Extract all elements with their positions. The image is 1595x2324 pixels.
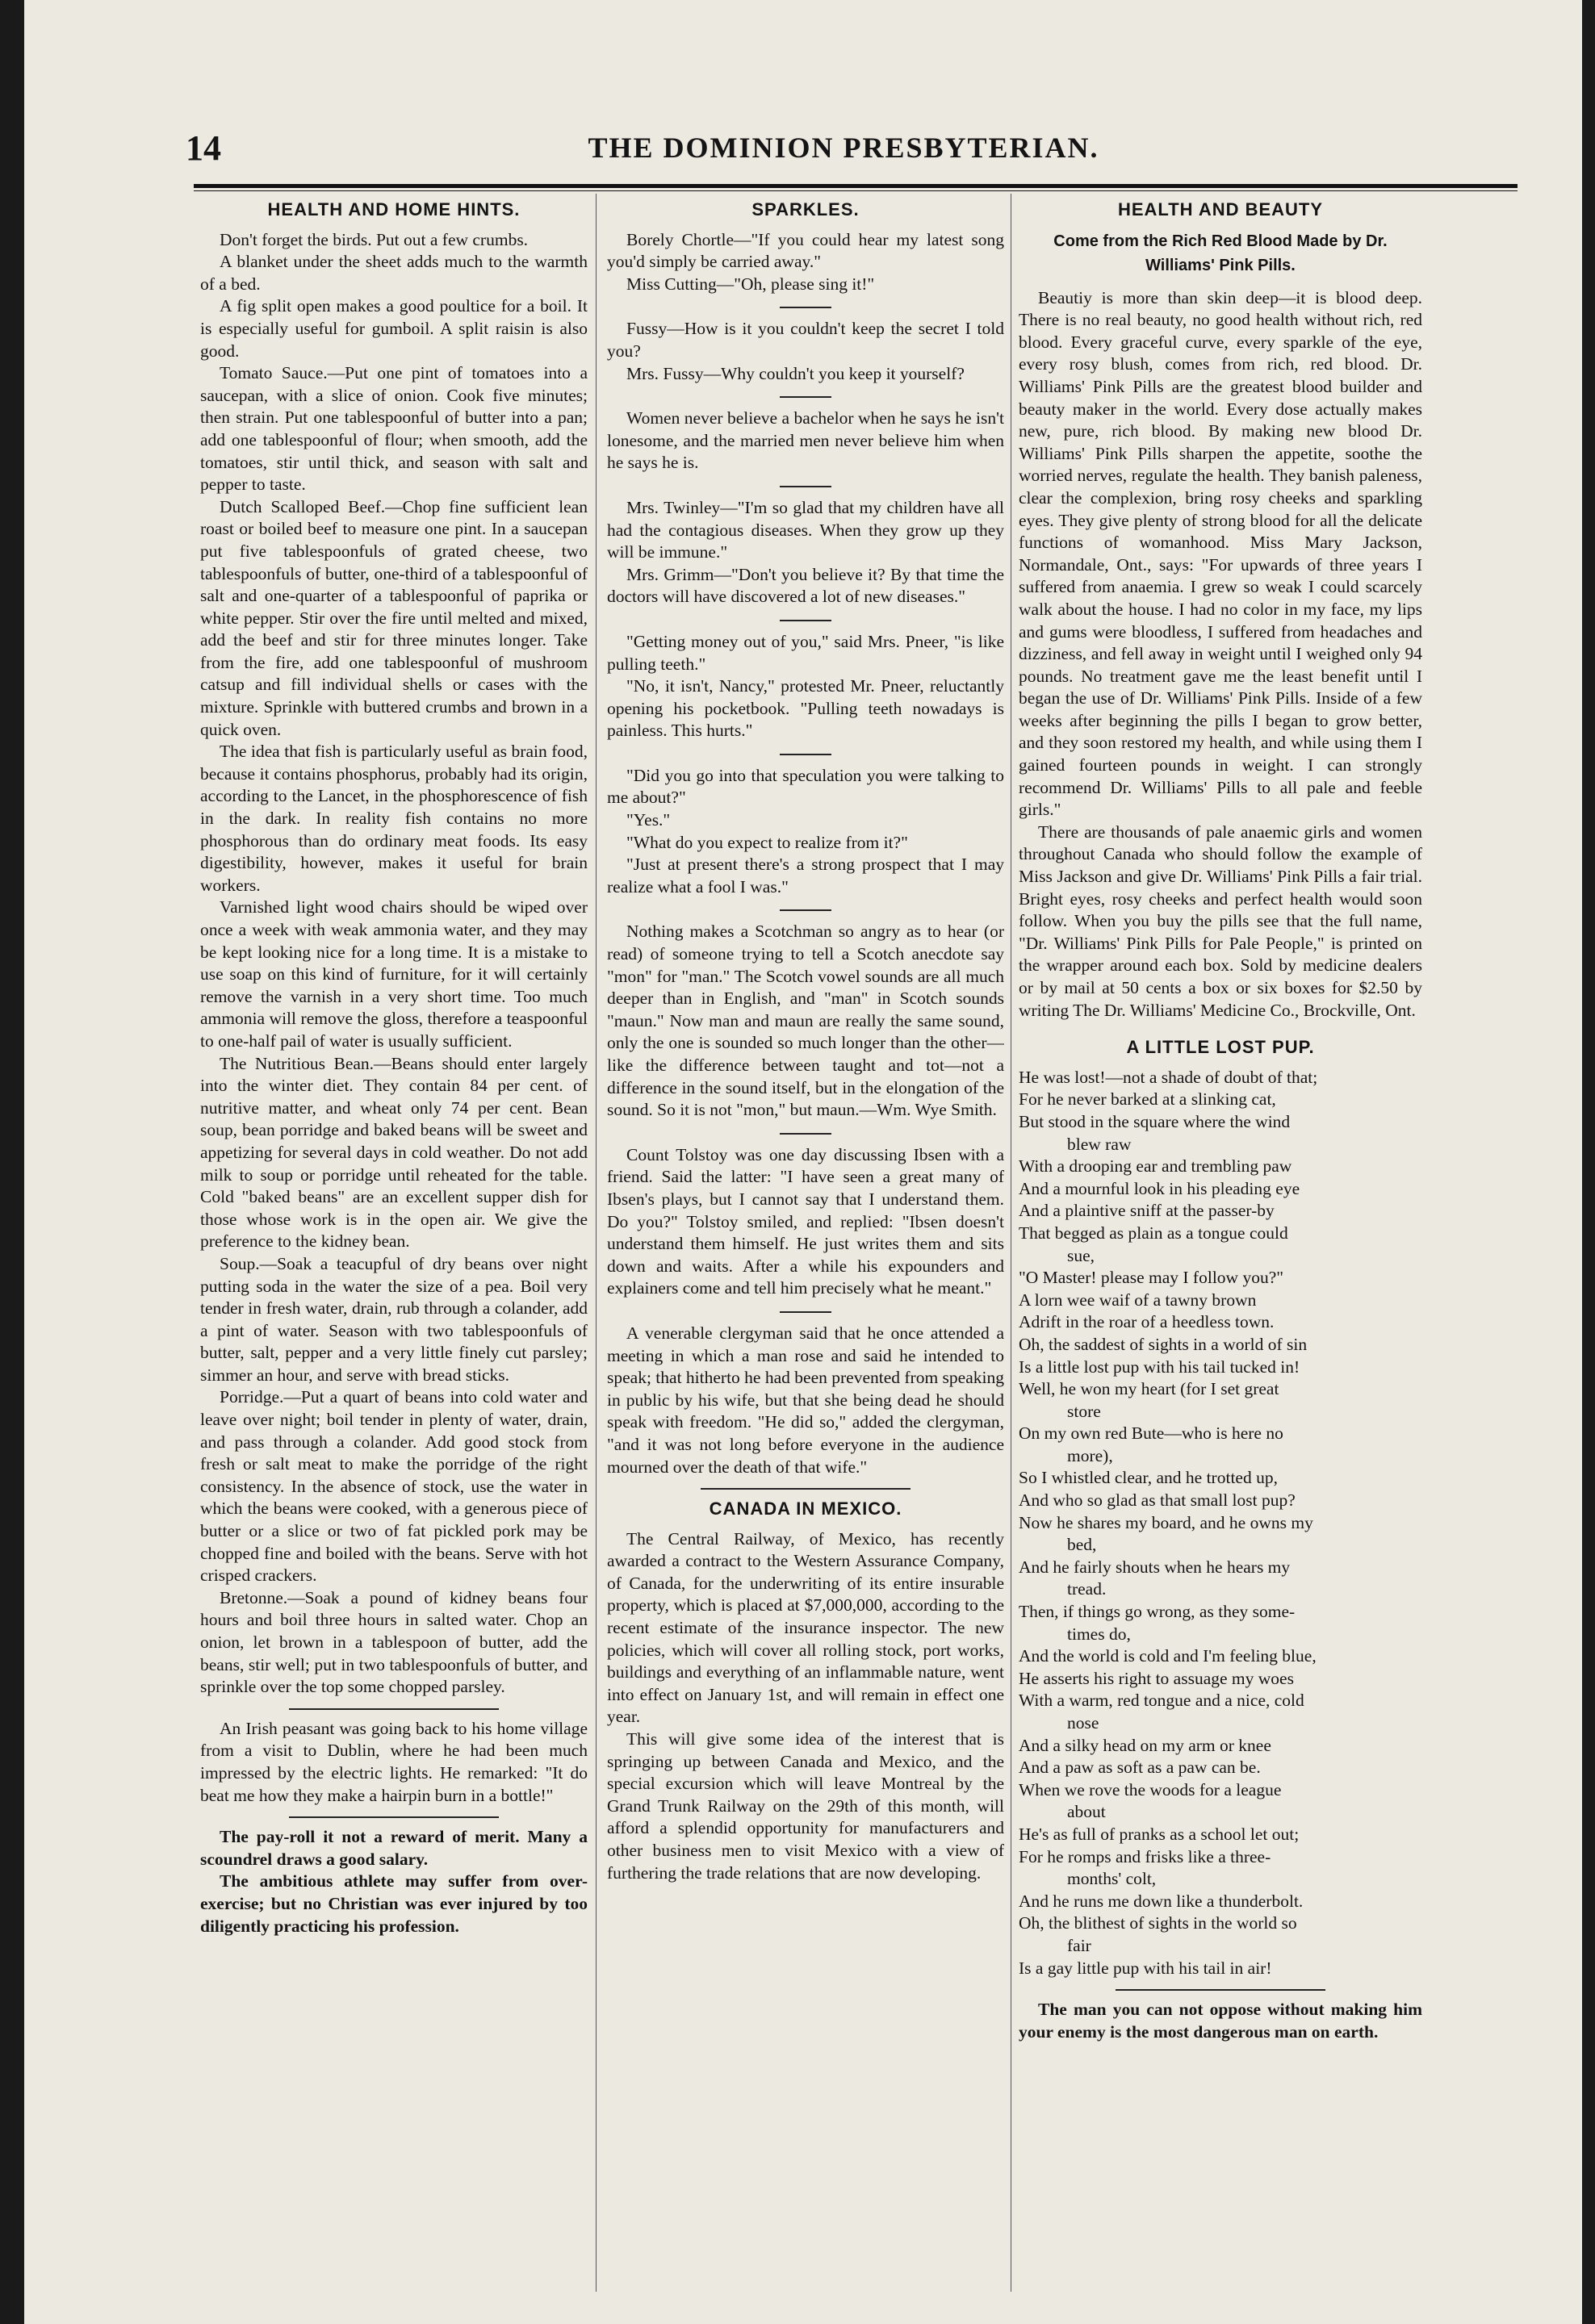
poem-line: When we rove the woods for a league (1019, 1779, 1282, 1799)
sparkle-line: A venerable clergyman said that he once attended a meeting in which a man rose and said he intended to speak; that hitherto he had been prevented from speaking in public by his wife, but that she being dead he should speak with freedom. "He did so," added the clergyman, "and it was not long before everyone in the audience mourned over the death of that wife." (607, 1323, 1004, 1477)
page-number: 14 (186, 128, 221, 168)
hint-paragraph: Bretonne.—Soak a pound of kidney beans four hours and boil three hours in salted water. Chop an onion, let brown in a tablespoon of butter, add the beans, stir well; put in two tablespoonfuls of butter, and sprinkle over the top some chopped parsley. (200, 1587, 588, 1697)
hint-paragraph: Porridge.—Put a quart of beans into cold water and leave over night; boil tender in plenty of water, drain, and pass through a colander. Add good stock from fresh or salt meat to make the porridge of the right consistency. In the absence of stock, use the water in which the beans were cooked, with a generous piece of butter or a slice or two of fat pickled pork may be chopped fine and boiled with the beans. Serve with hot crisped crackers. (200, 1387, 588, 1586)
irish-peasant-anecdote: An Irish peasant was going back to his home village from a visit to Dublin, where he had been much impressed by the electric lights. He remarked: "It do beat me how they make a hairpin burn in a bottle!" (200, 1718, 588, 1805)
column-sparkles (607, 194, 1004, 2300)
poem-body (1019, 1067, 1422, 1979)
poem-line: fair (1067, 1935, 1091, 1955)
poem-line: Adrift in the roar of a heedless town. (1019, 1312, 1275, 1332)
separator-rule (701, 1488, 911, 1490)
pink-pills-paragraph: Beautiy is more than skin deep—it is blood deep. There is no real beauty, no good health without rich, red blood. Every graceful curve, every sparkle of the eye, every rosy blush, comes from rich, red blood. Dr. Williams' Pink Pills are the greatest blood builder and beauty maker in the world. Every dose actually makes new, pure, rich blood. By making new blood Dr. Williams' Pink Pills sharpen the appetite, soothe the worried nerves, regulate the health. They banish paleness, clear the complexion, bring rosy cheeks and sparkling eyes. They give plenty of strong blood for all the delicate functions of womanhood. Miss Mary Jackson, Normandale, Ont., says: "For upwards of three years I suffered from anaemia. I grew so weak I could scarcely walk about the house. I had no color in my face, my lips and gums were bloodless, I suffered from headaches and dizziness, and fell away in weight until I weighed only 94 pounds. No treatment gave me the least benefit until I began the use of Dr. Williams' Pink Pills. Inside of a few weeks after beginning the pills I began to grow better, and they soon restored my health, and while using them I gained fourteen pounds in weight. I can strongly recommend Dr. Williams' Pills to all pale and feeble girls." (1019, 287, 1422, 820)
poem-line: For he never barked at a slinking cat, (1019, 1089, 1276, 1110)
separator-rule (780, 620, 831, 621)
sparkle-line: Count Tolstoy was one day discussing Ibsen with a friend. Said the latter: "I have seen a great many of Ibsen's plays, but I cannot say that I understand them. Do you?" Tolstoy smiled, and replied: "Ibsen doesn't understand them himself. He just writes them and sits down and waits. After a while his expounders and explainers come and tell him precisely what he meant." (607, 1144, 1004, 1298)
poem-line: He's as full of pranks as a school let out; (1019, 1824, 1300, 1844)
poem-line: He asserts his right to assuage my woes (1019, 1668, 1294, 1688)
masthead (186, 127, 1501, 168)
poem-line: So I whistled clear, and he trotted up, (1019, 1468, 1278, 1488)
hint-paragraph: Tomato Sauce.—Put one pint of tomatoes into a saucepan, with a slice of onion. Cook five minutes; then strain. Put one tablespoonful of butter into a pan; add one tablespoonful of flour; when smooth, add the tomatoes, stir until thick, and season with salt and pepper to taste. (200, 363, 588, 495)
poem-line: store (1067, 1401, 1101, 1421)
separator-rule (1116, 1989, 1325, 1991)
header-rule-thin (194, 190, 1518, 191)
poem-line: tread. (1067, 1579, 1107, 1599)
hint-paragraph: The Nutritious Bean.—Beans should enter largely into the winter diet. They contain 84 per cent. of nutritive matter, and wheat only 74 per cent. Bean soup, bean porridge and baked beans will be sweet and appetizing for several days in cold weather. Do not add milk to soup or porridge until reheated for the table. Cold "baked beans" are an excellent supper dish for those whose work is in the open air. We give the preference to the kidney bean. (200, 1053, 588, 1252)
maxim-payroll: The pay-roll it not a reward of merit. Many a scoundrel draws a good salary. (200, 1827, 588, 1869)
sparkle-line: Mrs. Fussy—Why couldn't you keep it yourself? (626, 363, 965, 383)
poem-line: With a drooping ear and trembling paw (1019, 1156, 1292, 1177)
poem-line: sue, (1067, 1245, 1095, 1265)
column-health-beauty (1019, 194, 1422, 2300)
sparkle-line: "Did you go into that speculation you were talking to me about?" (607, 765, 1004, 808)
hint-paragraph: A fig split open makes a good poultice for a boil. It is especially useful for gumboil. A split raisin is also good. (200, 296, 588, 361)
column-health-home-hints (200, 194, 588, 2300)
hint-paragraph: Dutch Scalloped Beef.—Chop fine sufficient lean roast or boiled beef to measure one pint. In a saucepan put five tablespoonfuls of grated cheese, two tablespoonfuls of butter, one-third of a tablespoonful of salt and one-quarter of a tablespoonful of paprika or white pepper. Stir over the fire until melted and mixed, add the beef and stir for three minutes longer. Take from the fire, add one tablespoonful of mushroom catsup and fill individual shells or cases with the mixture. Sprinkle with buttered crumbs and brown in a quick oven. (200, 496, 588, 739)
canada-paragraph: This will give some idea of the interest that is springing up between Canada and Mexico, and the special excursion which will leave Montreal by the Grand Trunk Railway on the 29th of this month, will afford a splendid opportunity for manufacturers and other business men to visit Mexico with a view of furthering the trade relations that are now developing. (607, 1729, 1004, 1883)
poem-line: Now he shares my board, and he owns my (1019, 1512, 1313, 1532)
poem-line: And he fairly shouts when he hears my (1019, 1557, 1291, 1577)
poem-line: And a silky head on my arm or knee (1019, 1735, 1271, 1755)
poem-line: Then, if things go wrong, as they some- (1019, 1602, 1296, 1622)
section-heading: HEALTH AND BEAUTY (1117, 199, 1324, 219)
sparkle-line: "Yes." (626, 810, 671, 830)
sparkle-line: Nothing makes a Scotchman so angry as to hear (or read) of someone trying to tell a Scotch anecdote say "mon" for "man." The Scotch vowel sounds are all much deeper than in English, and "man" in Scotch sounds "maun." Now man and maun are really the same sound, only the one is sounded so much longer than the other—like the difference between taught and tot—not a difference in the sound itself, but in the elongation of the sound. So it is not "mon," but maun.—Wm. Wye Smith. (607, 922, 1004, 1120)
poem-line: But stood in the square where the wind (1019, 1111, 1291, 1131)
poem-line: Well, he won my heart (for I set great (1019, 1379, 1279, 1399)
section-heading: CANADA IN MEXICO. (709, 1498, 902, 1519)
separator-rule (780, 1133, 831, 1135)
newspaper-page (24, 0, 1582, 2324)
separator-rule (780, 754, 831, 755)
section-subheading: Come from the Rich Red Blood Made by Dr. Williams' Pink Pills. (1053, 232, 1388, 274)
poem-line: months' colt, (1067, 1869, 1157, 1889)
hint-paragraph: The idea that fish is particularly useful as brain food, because it contains phosphorus, probably had its origin, according to the Lancet, in the phosphorescence of fish in the dark. In reality fish contains no more phosphorous than do ordinary meat foods. Its easy digestibility, however, makes it useful for brain workers. (200, 742, 588, 895)
poem-line: A lorn wee waif of a tawny brown (1019, 1289, 1257, 1310)
closing-maxim: The man you can not oppose without making him your enemy is the most dangerous man on earth. (1019, 2000, 1422, 2042)
poem-line: And who so glad as that small lost pup? (1019, 1490, 1296, 1511)
poem-line: And a paw as soft as a paw can be. (1019, 1758, 1261, 1778)
canada-paragraph: The Central Railway, of Mexico, has recently awarded a contract to the Western Assurance Company, of Canada, for the underwriting of its entire insurable property, which is placed at $7,000,000, according to the recent estimate of the insurance inspector. The new policies, which will cover all rolling stock, port works, buildings and everything of an inflammable nature, went into effect on January 1st, and will remain in effect one year. (607, 1528, 1004, 1727)
poem-line: And the world is cold and I'm feeling blue, (1019, 1646, 1317, 1666)
maxim-athlete: The ambitious athlete may suffer from over-exercise; but no Christian was ever injured by too diligently practicing his profession. (200, 1871, 588, 1936)
poem-line: nose (1067, 1713, 1099, 1733)
newspaper-title: THE DOMINION PRESBYTERIAN. (588, 132, 1099, 164)
poem-line: For he romps and frisks like a three- (1019, 1846, 1271, 1866)
separator-rule (780, 396, 831, 398)
poem-line: He was lost!—not a shade of doubt of that; (1019, 1067, 1318, 1087)
poem-title: A LITTLE LOST PUP. (1126, 1037, 1315, 1058)
poem-line: Is a little lost pup with his tail tucked in! (1019, 1356, 1300, 1377)
poem-line: blew raw (1067, 1134, 1132, 1154)
poem-line: times do, (1067, 1624, 1131, 1644)
poem-line: That begged as plain as a tongue could (1019, 1223, 1288, 1243)
separator-rule (780, 486, 831, 487)
hint-paragraph: A blanket under the sheet adds much to the warmth of a bed. (200, 252, 588, 294)
hints-body (200, 229, 588, 1699)
separator-rule (780, 307, 831, 308)
section-heading: HEALTH AND HOME HINTS. (267, 199, 521, 219)
hint-paragraph: Don't forget the birds. Put out a few crumbs. (220, 229, 529, 249)
sparkle-line: Mrs. Twinley—"I'm so glad that my children have all had the contagious diseases. When they grow up they will be immune." (607, 497, 1004, 562)
column-rule (596, 194, 597, 2292)
poem-line: And a plaintive sniff at the passer-by (1019, 1201, 1275, 1221)
poem-line: Oh, the blithest of sights in the world so (1019, 1913, 1297, 1933)
poem-line: Oh, the saddest of sights in a world of sin (1019, 1334, 1308, 1354)
sparkle-line: "No, it isn't, Nancy," protested Mr. Pneer, reluctantly opening his pocketbook. "Pulling teeth nowadays is painless. This hurts." (607, 676, 1004, 741)
poem-line: more), (1067, 1445, 1113, 1465)
separator-rule (780, 909, 831, 911)
separator-rule (780, 1311, 831, 1313)
sparkle-line: Fussy—How is it you couldn't keep the secret I told you? (607, 319, 1004, 361)
separator-rule (289, 1816, 499, 1818)
sparkle-line: Women never believe a bachelor when he says he isn't lonesome, and the married men never believe him when he says he is. (607, 408, 1004, 473)
poem-line: And a mournful look in his pleading eye (1019, 1178, 1300, 1198)
sparkle-line: Borely Chortle—"If you could hear my latest song you'd simply be carried away." (607, 229, 1004, 272)
poem-line: bed, (1067, 1535, 1097, 1555)
hint-paragraph: Soup.—Soak a teacupful of dry beans over night putting soda in the water the size of a pea. Boil very tender in fresh water, drain, rub through a colander, add a pint of water. Season with two tablespoonfuls of butter, salt, pepper and a very little finely cut parsley; simmer an hour, and serve with bread sticks. (200, 1253, 588, 1385)
poem-line: On my own red Bute—who is here no (1019, 1423, 1283, 1444)
sparkle-line: Mrs. Grimm—"Don't you believe it? By that time the doctors will have discovered a lot of new diseases." (607, 564, 1004, 607)
poem-line: "O Master! please may I follow you?" (1019, 1268, 1284, 1288)
poem-line: With a warm, red tongue and a nice, cold (1019, 1691, 1304, 1711)
sparkle-line: Miss Cutting—"Oh, please sing it!" (626, 274, 875, 294)
sparkle-line: "Just at present there's a strong prospect that I may realize what a fool I was." (607, 855, 1004, 897)
section-heading: SPARKLES. (751, 199, 860, 219)
separator-rule (289, 1708, 499, 1710)
header-rule (194, 184, 1518, 188)
sparkles-body (607, 229, 1004, 1479)
sparkle-line: "What do you expect to realize from it?" (626, 832, 908, 852)
poem-line: about (1067, 1802, 1106, 1822)
pink-pills-paragraph: There are thousands of pale anaemic girls and women throughout Canada who should follow the example of Miss Jackson and give Dr. Williams' Pink Pills a fair trial. Bright eyes, rosy cheeks and perfect health would soon follow. When you buy the pills see that the full name, "Dr. Williams' Pink Pills for Pale People," is printed on the wrapper around each box. Sold by medicine dealers or by mail at 50 cents a box or six boxes for $2.50 by writing The Dr. Williams' Medicine Co., Brockville, Ont. (1019, 821, 1422, 1020)
poem-line: And he runs me down like a thunderbolt. (1019, 1891, 1304, 1911)
sparkle-line: "Getting money out of you," said Mrs. Pneer, "is like pulling teeth." (607, 631, 1004, 674)
hint-paragraph: Varnished light wood chairs should be wiped over once a week with weak ammonia water, and they may be kept looking nice for a long time. It is a mistake to use soap on this kind of furniture, for it will certainly remove the varnish in a very short time. Too much ammonia will remove the gloss, therefore a teaspoonful to one-half pail of water is usually sufficient. (200, 897, 588, 1051)
poem-line: Is a gay little pup with his tail in air! (1019, 1958, 1272, 1978)
